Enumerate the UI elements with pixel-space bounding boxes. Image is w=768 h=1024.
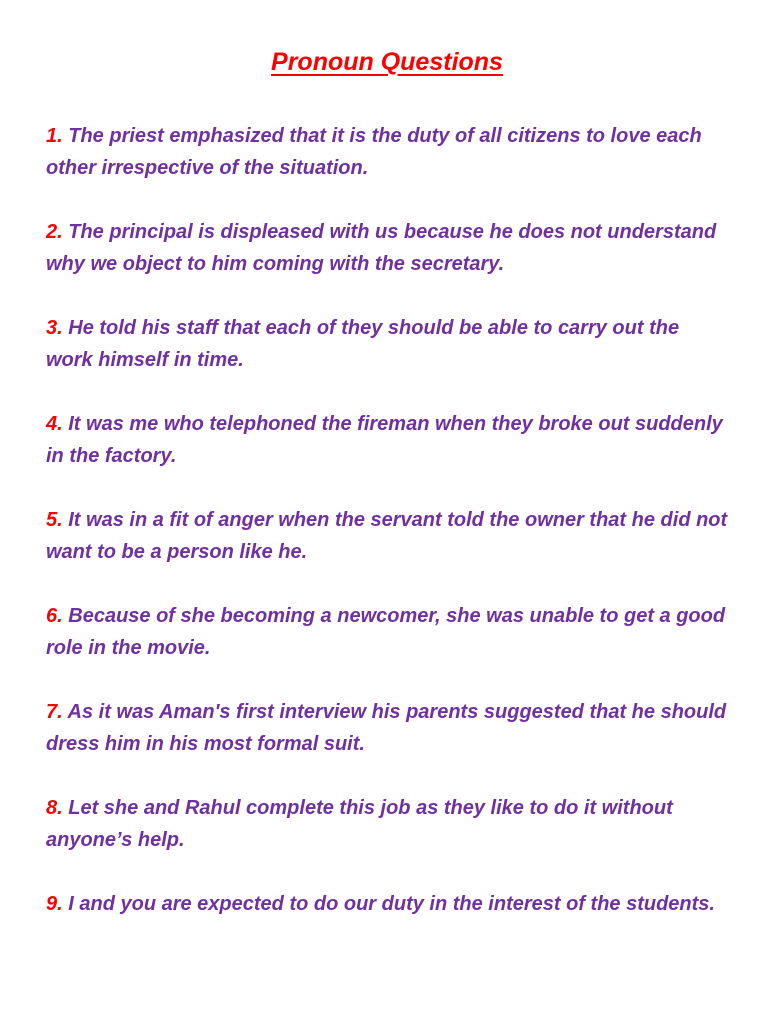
question-item bbox=[46, 696, 728, 760]
question-text: It was in a fit of anger when the servant told the owner that he did not want to be a person like he. bbox=[46, 509, 728, 563]
question-text: The principal is displeased with us because he does not understand why we object to him coming with the secretary. bbox=[46, 221, 717, 275]
question-text: I and you are expected to do our duty in the interest of the students. bbox=[68, 893, 715, 915]
question-list bbox=[46, 120, 728, 920]
page-title: Pronoun Questions bbox=[271, 48, 503, 76]
question-number: 6. bbox=[46, 605, 63, 627]
question-text: The priest emphasized that it is the duty of all citizens to love each other irrespective of the situation. bbox=[46, 125, 702, 179]
question-item bbox=[46, 408, 728, 472]
question-text: Because of she becoming a newcomer, she was unable to get a good role in the movie. bbox=[46, 605, 726, 659]
question-item bbox=[46, 312, 728, 376]
question-number: 3. bbox=[46, 317, 63, 339]
question-item bbox=[46, 504, 728, 568]
question-item bbox=[46, 600, 728, 664]
question-number: 2. bbox=[46, 221, 63, 243]
question-item bbox=[46, 120, 728, 184]
question-text: As it was Aman's first interview his parents suggested that he should dress him in his most formal suit. bbox=[46, 701, 727, 755]
question-item bbox=[46, 888, 728, 920]
question-text: It was me who telephoned the fireman when they broke out suddenly in the factory. bbox=[46, 413, 723, 467]
question-item bbox=[46, 792, 728, 856]
question-number: 5. bbox=[46, 509, 63, 531]
question-number: 7. bbox=[46, 701, 63, 723]
question-item bbox=[46, 216, 728, 280]
question-text: He told his staff that each of they should be able to carry out the work himself in time. bbox=[46, 317, 680, 371]
question-number: 8. bbox=[46, 797, 63, 819]
question-number: 1. bbox=[46, 125, 63, 147]
question-number: 4. bbox=[46, 413, 63, 435]
question-number: 9. bbox=[46, 893, 63, 915]
question-text: Let she and Rahul complete this job as they like to do it without anyone’s help. bbox=[46, 797, 673, 851]
